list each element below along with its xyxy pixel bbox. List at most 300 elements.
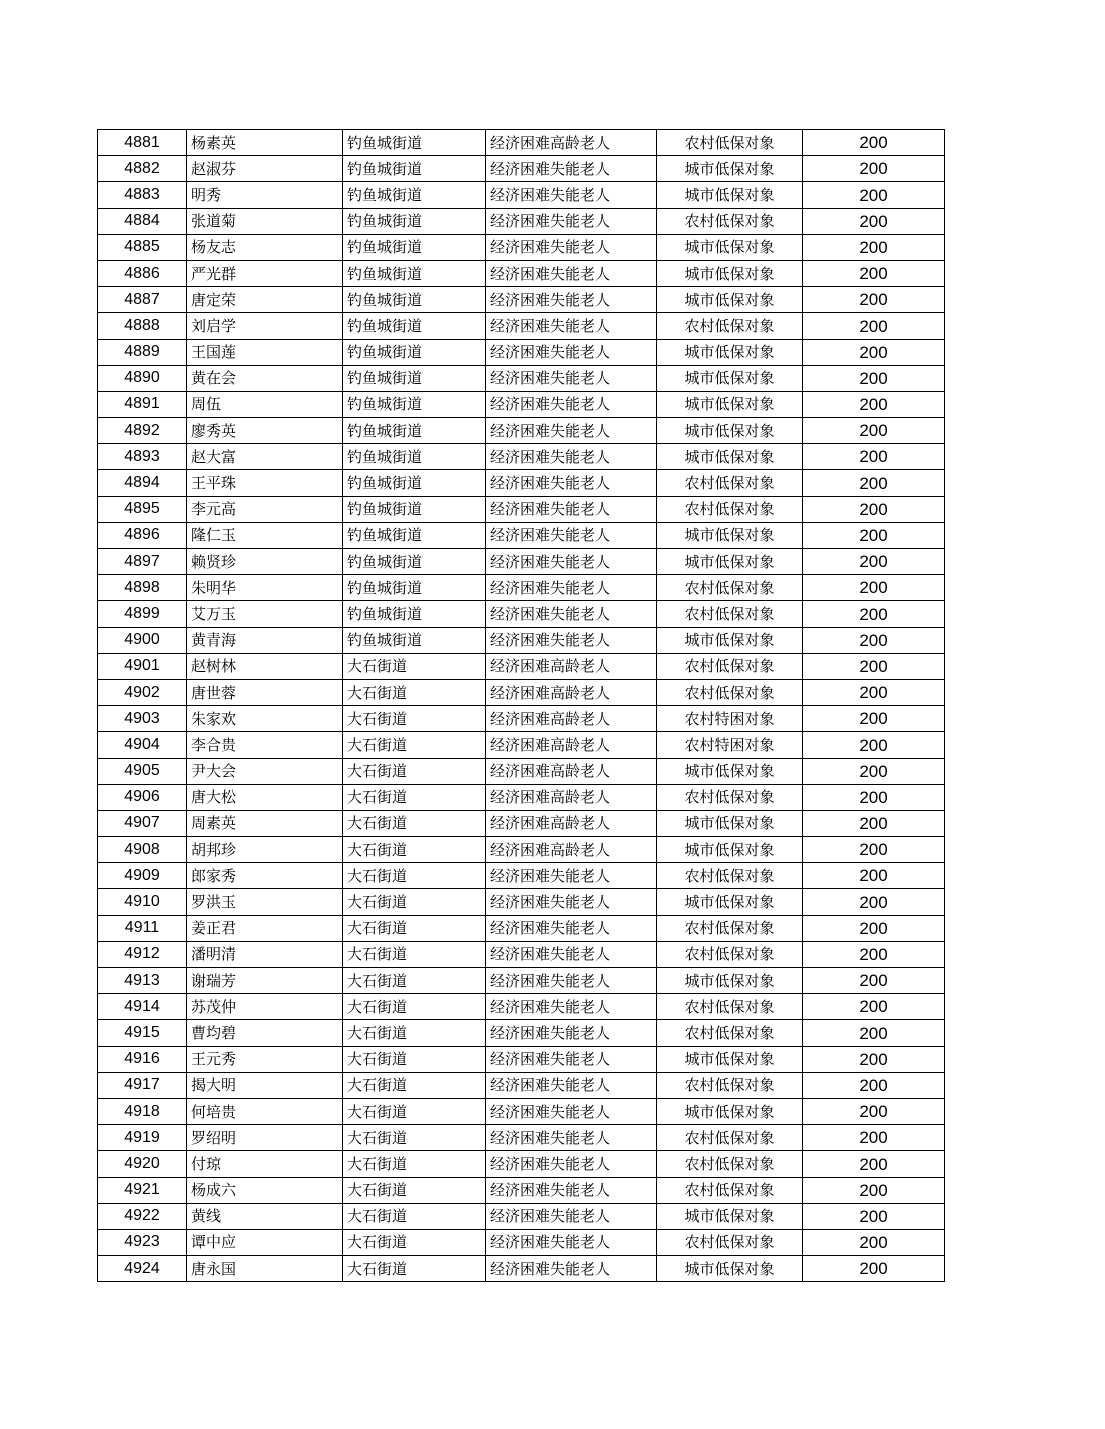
person-name-cell: 王平珠 (187, 470, 343, 496)
subsidy-type-cell: 经济困难失能老人 (486, 470, 657, 496)
table-row (98, 470, 945, 496)
subsidy-type-cell: 经济困难失能老人 (486, 365, 657, 391)
street-name-cell: 大石街道 (343, 706, 486, 732)
amount-cell: 200 (803, 522, 945, 548)
subsidy-type-cell: 经济困难失能老人 (486, 1151, 657, 1177)
amount-cell: 200 (803, 1256, 945, 1282)
subsidy-type-cell: 经济困难失能老人 (486, 287, 657, 313)
subsidy-type-cell: 经济困难失能老人 (486, 1125, 657, 1151)
beneficiary-category-cell: 农村低保对象 (657, 601, 803, 627)
beneficiary-category-cell: 城市低保对象 (657, 1256, 803, 1282)
beneficiary-category-cell: 城市低保对象 (657, 365, 803, 391)
amount-cell: 200 (803, 496, 945, 522)
beneficiary-category-cell: 城市低保对象 (657, 156, 803, 182)
person-name-cell: 赵淑芬 (187, 156, 343, 182)
person-name-cell: 赵树林 (187, 653, 343, 679)
street-name-cell: 钓鱼城街道 (343, 260, 486, 286)
street-name-cell: 钓鱼城街道 (343, 575, 486, 601)
amount-cell: 200 (803, 837, 945, 863)
beneficiary-category-cell: 农村低保对象 (657, 941, 803, 967)
beneficiary-category-cell: 城市低保对象 (657, 627, 803, 653)
amount-cell: 200 (803, 182, 945, 208)
street-name-cell: 大石街道 (343, 863, 486, 889)
amount-cell: 200 (803, 234, 945, 260)
table-row (98, 260, 945, 286)
beneficiary-category-cell: 城市低保对象 (657, 1098, 803, 1124)
record-number-cell: 4919 (98, 1125, 187, 1151)
amount-cell: 200 (803, 994, 945, 1020)
table-row (98, 444, 945, 470)
table-row (98, 863, 945, 889)
person-name-cell: 黄线 (187, 1203, 343, 1229)
record-number-cell: 4891 (98, 391, 187, 417)
street-name-cell: 钓鱼城街道 (343, 130, 486, 156)
beneficiary-category-cell: 农村低保对象 (657, 784, 803, 810)
record-number-cell: 4912 (98, 941, 187, 967)
table-row (98, 968, 945, 994)
beneficiary-category-cell: 城市低保对象 (657, 287, 803, 313)
subsidy-type-cell: 经济困难高龄老人 (486, 784, 657, 810)
street-name-cell: 大石街道 (343, 1256, 486, 1282)
person-name-cell: 唐世蓉 (187, 679, 343, 705)
beneficiary-category-cell: 城市低保对象 (657, 234, 803, 260)
amount-cell: 200 (803, 968, 945, 994)
street-name-cell: 大石街道 (343, 1125, 486, 1151)
record-number-cell: 4903 (98, 706, 187, 732)
street-name-cell: 大石街道 (343, 653, 486, 679)
beneficiary-category-cell: 城市低保对象 (657, 837, 803, 863)
record-number-cell: 4904 (98, 732, 187, 758)
person-name-cell: 王元秀 (187, 1046, 343, 1072)
amount-cell: 200 (803, 810, 945, 836)
table-row (98, 810, 945, 836)
amount-cell: 200 (803, 1046, 945, 1072)
record-number-cell: 4890 (98, 365, 187, 391)
person-name-cell: 周素英 (187, 810, 343, 836)
person-name-cell: 尹大会 (187, 758, 343, 784)
person-name-cell: 黄在会 (187, 365, 343, 391)
beneficiary-category-cell: 农村低保对象 (657, 496, 803, 522)
person-name-cell: 张道菊 (187, 208, 343, 234)
amount-cell: 200 (803, 313, 945, 339)
table-row (98, 549, 945, 575)
person-name-cell: 谢瑞芳 (187, 968, 343, 994)
street-name-cell: 大石街道 (343, 810, 486, 836)
amount-cell: 200 (803, 365, 945, 391)
person-name-cell: 李合贵 (187, 732, 343, 758)
beneficiary-category-cell: 城市低保对象 (657, 182, 803, 208)
street-name-cell: 钓鱼城街道 (343, 601, 486, 627)
beneficiary-category-cell: 农村低保对象 (657, 1229, 803, 1255)
street-name-cell: 钓鱼城街道 (343, 208, 486, 234)
table-row (98, 915, 945, 941)
subsidy-type-cell: 经济困难高龄老人 (486, 130, 657, 156)
person-name-cell: 朱家欢 (187, 706, 343, 732)
street-name-cell: 大石街道 (343, 1046, 486, 1072)
subsidy-type-cell: 经济困难失能老人 (486, 496, 657, 522)
subsidy-type-cell: 经济困难失能老人 (486, 391, 657, 417)
person-name-cell: 潘明清 (187, 941, 343, 967)
beneficiary-category-cell: 城市低保对象 (657, 1203, 803, 1229)
beneficiary-category-cell: 农村低保对象 (657, 679, 803, 705)
amount-cell: 200 (803, 1098, 945, 1124)
beneficiary-category-cell: 城市低保对象 (657, 968, 803, 994)
beneficiary-category-cell: 农村低保对象 (657, 130, 803, 156)
table-row (98, 365, 945, 391)
person-name-cell: 罗洪玉 (187, 889, 343, 915)
subsidy-type-cell: 经济困难失能老人 (486, 208, 657, 234)
person-name-cell: 付琼 (187, 1151, 343, 1177)
person-name-cell: 周伍 (187, 391, 343, 417)
table-row (98, 1046, 945, 1072)
record-number-cell: 4886 (98, 260, 187, 286)
amount-cell: 200 (803, 732, 945, 758)
subsidy-type-cell: 经济困难高龄老人 (486, 653, 657, 679)
subsidy-type-cell: 经济困难失能老人 (486, 418, 657, 444)
table-row (98, 837, 945, 863)
record-number-cell: 4920 (98, 1151, 187, 1177)
beneficiary-category-cell: 城市低保对象 (657, 522, 803, 548)
street-name-cell: 钓鱼城街道 (343, 549, 486, 575)
table-row (98, 1256, 945, 1282)
beneficiary-category-cell: 城市低保对象 (657, 1046, 803, 1072)
subsidy-type-cell: 经济困难失能老人 (486, 182, 657, 208)
subsidy-type-cell: 经济困难失能老人 (486, 968, 657, 994)
subsidy-type-cell: 经济困难失能老人 (486, 941, 657, 967)
street-name-cell: 大石街道 (343, 679, 486, 705)
person-name-cell: 严光群 (187, 260, 343, 286)
beneficiary-category-cell: 农村低保对象 (657, 1072, 803, 1098)
beneficiary-category-cell: 农村低保对象 (657, 653, 803, 679)
beneficiary-category-cell: 农村低保对象 (657, 1151, 803, 1177)
person-name-cell: 何培贵 (187, 1098, 343, 1124)
record-number-cell: 4913 (98, 968, 187, 994)
beneficiary-category-cell: 农村特困对象 (657, 706, 803, 732)
street-name-cell: 钓鱼城街道 (343, 287, 486, 313)
street-name-cell: 钓鱼城街道 (343, 156, 486, 182)
person-name-cell: 明秀 (187, 182, 343, 208)
person-name-cell: 唐定荣 (187, 287, 343, 313)
street-name-cell: 大石街道 (343, 758, 486, 784)
street-name-cell: 大石街道 (343, 784, 486, 810)
street-name-cell: 大石街道 (343, 889, 486, 915)
subsidy-type-cell: 经济困难高龄老人 (486, 837, 657, 863)
street-name-cell: 大石街道 (343, 1020, 486, 1046)
street-name-cell: 钓鱼城街道 (343, 627, 486, 653)
record-number-cell: 4889 (98, 339, 187, 365)
amount-cell: 200 (803, 601, 945, 627)
subsidy-type-cell: 经济困难失能老人 (486, 444, 657, 470)
subsidy-type-cell: 经济困难失能老人 (486, 1098, 657, 1124)
amount-cell: 200 (803, 339, 945, 365)
subsidy-type-cell: 经济困难失能老人 (486, 522, 657, 548)
street-name-cell: 钓鱼城街道 (343, 444, 486, 470)
person-name-cell: 曹均碧 (187, 1020, 343, 1046)
person-name-cell: 李元高 (187, 496, 343, 522)
person-name-cell: 苏茂仲 (187, 994, 343, 1020)
amount-cell: 200 (803, 706, 945, 732)
amount-cell: 200 (803, 758, 945, 784)
street-name-cell: 钓鱼城街道 (343, 496, 486, 522)
street-name-cell: 钓鱼城街道 (343, 313, 486, 339)
amount-cell: 200 (803, 1020, 945, 1046)
beneficiary-category-cell: 农村低保对象 (657, 208, 803, 234)
table-row (98, 1229, 945, 1255)
record-number-cell: 4895 (98, 496, 187, 522)
subsidy-type-cell: 经济困难失能老人 (486, 627, 657, 653)
record-number-cell: 4884 (98, 208, 187, 234)
amount-cell: 200 (803, 1125, 945, 1151)
beneficiary-category-cell: 农村低保对象 (657, 1177, 803, 1203)
subsidy-type-cell: 经济困难失能老人 (486, 575, 657, 601)
record-number-cell: 4924 (98, 1256, 187, 1282)
beneficiary-category-cell: 农村低保对象 (657, 470, 803, 496)
street-name-cell: 大石街道 (343, 994, 486, 1020)
table-row (98, 1072, 945, 1098)
street-name-cell: 钓鱼城街道 (343, 365, 486, 391)
amount-cell: 200 (803, 627, 945, 653)
person-name-cell: 谭中应 (187, 1229, 343, 1255)
person-name-cell: 王国莲 (187, 339, 343, 365)
person-name-cell: 隆仁玉 (187, 522, 343, 548)
beneficiary-category-cell: 城市低保对象 (657, 391, 803, 417)
record-number-cell: 4906 (98, 784, 187, 810)
table-row (98, 732, 945, 758)
beneficiary-category-cell: 农村低保对象 (657, 1020, 803, 1046)
street-name-cell: 钓鱼城街道 (343, 522, 486, 548)
table-row (98, 182, 945, 208)
person-name-cell: 郎家秀 (187, 863, 343, 889)
record-number-cell: 4905 (98, 758, 187, 784)
record-number-cell: 4894 (98, 470, 187, 496)
subsidy-type-cell: 经济困难失能老人 (486, 156, 657, 182)
table-row (98, 1125, 945, 1151)
person-name-cell: 罗绍明 (187, 1125, 343, 1151)
person-name-cell: 刘启学 (187, 313, 343, 339)
table-row (98, 522, 945, 548)
street-name-cell: 大石街道 (343, 1098, 486, 1124)
person-name-cell: 朱明华 (187, 575, 343, 601)
beneficiary-category-cell: 农村低保对象 (657, 863, 803, 889)
table-row (98, 391, 945, 417)
street-name-cell: 大石街道 (343, 941, 486, 967)
street-name-cell: 大石街道 (343, 1203, 486, 1229)
street-name-cell: 大石街道 (343, 915, 486, 941)
record-number-cell: 4887 (98, 287, 187, 313)
table-row (98, 941, 945, 967)
beneficiary-category-cell: 城市低保对象 (657, 889, 803, 915)
record-number-cell: 4902 (98, 679, 187, 705)
subsidy-type-cell: 经济困难高龄老人 (486, 732, 657, 758)
street-name-cell: 钓鱼城街道 (343, 182, 486, 208)
record-number-cell: 4908 (98, 837, 187, 863)
amount-cell: 200 (803, 941, 945, 967)
beneficiary-category-cell: 城市低保对象 (657, 339, 803, 365)
street-name-cell: 大石街道 (343, 1229, 486, 1255)
beneficiary-category-cell: 城市低保对象 (657, 758, 803, 784)
amount-cell: 200 (803, 1177, 945, 1203)
person-name-cell: 揭大明 (187, 1072, 343, 1098)
beneficiary-category-cell: 城市低保对象 (657, 444, 803, 470)
subsidy-type-cell: 经济困难高龄老人 (486, 810, 657, 836)
record-number-cell: 4914 (98, 994, 187, 1020)
person-name-cell: 杨素英 (187, 130, 343, 156)
subsidy-type-cell: 经济困难失能老人 (486, 601, 657, 627)
subsidy-type-cell: 经济困难失能老人 (486, 994, 657, 1020)
record-number-cell: 4883 (98, 182, 187, 208)
record-number-cell: 4901 (98, 653, 187, 679)
table-row (98, 1098, 945, 1124)
amount-cell: 200 (803, 863, 945, 889)
street-name-cell: 钓鱼城街道 (343, 470, 486, 496)
street-name-cell: 大石街道 (343, 732, 486, 758)
subsidy-type-cell: 经济困难失能老人 (486, 234, 657, 260)
beneficiary-category-cell: 城市低保对象 (657, 260, 803, 286)
amount-cell: 200 (803, 418, 945, 444)
person-name-cell: 唐大松 (187, 784, 343, 810)
amount-cell: 200 (803, 1229, 945, 1255)
street-name-cell: 大石街道 (343, 1177, 486, 1203)
record-number-cell: 4923 (98, 1229, 187, 1255)
record-number-cell: 4917 (98, 1072, 187, 1098)
table-row (98, 1177, 945, 1203)
person-name-cell: 唐永国 (187, 1256, 343, 1282)
subsidy-type-cell: 经济困难失能老人 (486, 915, 657, 941)
subsidy-type-cell: 经济困难失能老人 (486, 339, 657, 365)
table-row (98, 679, 945, 705)
record-number-cell: 4885 (98, 234, 187, 260)
record-number-cell: 4900 (98, 627, 187, 653)
record-number-cell: 4916 (98, 1046, 187, 1072)
table-row (98, 234, 945, 260)
person-name-cell: 赵大富 (187, 444, 343, 470)
record-number-cell: 4921 (98, 1177, 187, 1203)
table-row (98, 418, 945, 444)
person-name-cell: 艾万玉 (187, 601, 343, 627)
record-number-cell: 4897 (98, 549, 187, 575)
beneficiary-category-cell: 农村低保对象 (657, 1125, 803, 1151)
amount-cell: 200 (803, 679, 945, 705)
record-number-cell: 4888 (98, 313, 187, 339)
table-row (98, 601, 945, 627)
amount-cell: 200 (803, 130, 945, 156)
subsidy-type-cell: 经济困难失能老人 (486, 1177, 657, 1203)
street-name-cell: 钓鱼城街道 (343, 234, 486, 260)
record-number-cell: 4882 (98, 156, 187, 182)
table-row (98, 496, 945, 522)
amount-cell: 200 (803, 391, 945, 417)
amount-cell: 200 (803, 444, 945, 470)
amount-cell: 200 (803, 1203, 945, 1229)
table-body (98, 130, 945, 1282)
table-row (98, 1151, 945, 1177)
record-number-cell: 4892 (98, 418, 187, 444)
amount-cell: 200 (803, 1072, 945, 1098)
street-name-cell: 钓鱼城街道 (343, 339, 486, 365)
beneficiary-category-cell: 城市低保对象 (657, 810, 803, 836)
street-name-cell: 大石街道 (343, 837, 486, 863)
record-number-cell: 4893 (98, 444, 187, 470)
beneficiary-category-cell: 农村低保对象 (657, 915, 803, 941)
table-row (98, 758, 945, 784)
subsidy-type-cell: 经济困难失能老人 (486, 1229, 657, 1255)
record-number-cell: 4881 (98, 130, 187, 156)
subsidy-type-cell: 经济困难高龄老人 (486, 758, 657, 784)
amount-cell: 200 (803, 260, 945, 286)
amount-cell: 200 (803, 287, 945, 313)
table-row (98, 627, 945, 653)
table-row (98, 287, 945, 313)
person-name-cell: 胡邦珍 (187, 837, 343, 863)
table-row (98, 706, 945, 732)
record-number-cell: 4896 (98, 522, 187, 548)
amount-cell: 200 (803, 889, 945, 915)
table-row (98, 784, 945, 810)
record-number-cell: 4898 (98, 575, 187, 601)
street-name-cell: 大石街道 (343, 968, 486, 994)
beneficiary-category-cell: 农村特困对象 (657, 732, 803, 758)
record-number-cell: 4915 (98, 1020, 187, 1046)
street-name-cell: 钓鱼城街道 (343, 418, 486, 444)
record-number-cell: 4910 (98, 889, 187, 915)
person-name-cell: 杨成六 (187, 1177, 343, 1203)
beneficiary-category-cell: 农村低保对象 (657, 575, 803, 601)
street-name-cell: 钓鱼城街道 (343, 391, 486, 417)
table-row (98, 339, 945, 365)
amount-cell: 200 (803, 549, 945, 575)
person-name-cell: 赖贤珍 (187, 549, 343, 575)
subsidy-type-cell: 经济困难失能老人 (486, 549, 657, 575)
subsidy-type-cell: 经济困难失能老人 (486, 313, 657, 339)
record-number-cell: 4907 (98, 810, 187, 836)
record-number-cell: 4918 (98, 1098, 187, 1124)
table-row (98, 1020, 945, 1046)
subsidy-type-cell: 经济困难高龄老人 (486, 706, 657, 732)
amount-cell: 200 (803, 653, 945, 679)
data-table (97, 129, 945, 1282)
table-row (98, 208, 945, 234)
person-name-cell: 黄青海 (187, 627, 343, 653)
subsidy-type-cell: 经济困难失能老人 (486, 1256, 657, 1282)
record-number-cell: 4911 (98, 915, 187, 941)
amount-cell: 200 (803, 208, 945, 234)
amount-cell: 200 (803, 470, 945, 496)
beneficiary-category-cell: 城市低保对象 (657, 418, 803, 444)
amount-cell: 200 (803, 575, 945, 601)
beneficiary-category-cell: 农村低保对象 (657, 313, 803, 339)
subsidy-type-cell: 经济困难高龄老人 (486, 679, 657, 705)
amount-cell: 200 (803, 915, 945, 941)
subsidy-type-cell: 经济困难失能老人 (486, 1203, 657, 1229)
record-number-cell: 4909 (98, 863, 187, 889)
subsidy-type-cell: 经济困难失能老人 (486, 1020, 657, 1046)
record-number-cell: 4899 (98, 601, 187, 627)
subsidy-type-cell: 经济困难失能老人 (486, 1072, 657, 1098)
table-row (98, 156, 945, 182)
amount-cell: 200 (803, 784, 945, 810)
table-row (98, 313, 945, 339)
table-row (98, 575, 945, 601)
person-name-cell: 廖秀英 (187, 418, 343, 444)
subsidy-type-cell: 经济困难失能老人 (486, 863, 657, 889)
street-name-cell: 大石街道 (343, 1151, 486, 1177)
street-name-cell: 大石街道 (343, 1072, 486, 1098)
table-row (98, 130, 945, 156)
amount-cell: 200 (803, 1151, 945, 1177)
beneficiary-category-cell: 城市低保对象 (657, 549, 803, 575)
subsidy-type-cell: 经济困难失能老人 (486, 889, 657, 915)
table-row (98, 1203, 945, 1229)
